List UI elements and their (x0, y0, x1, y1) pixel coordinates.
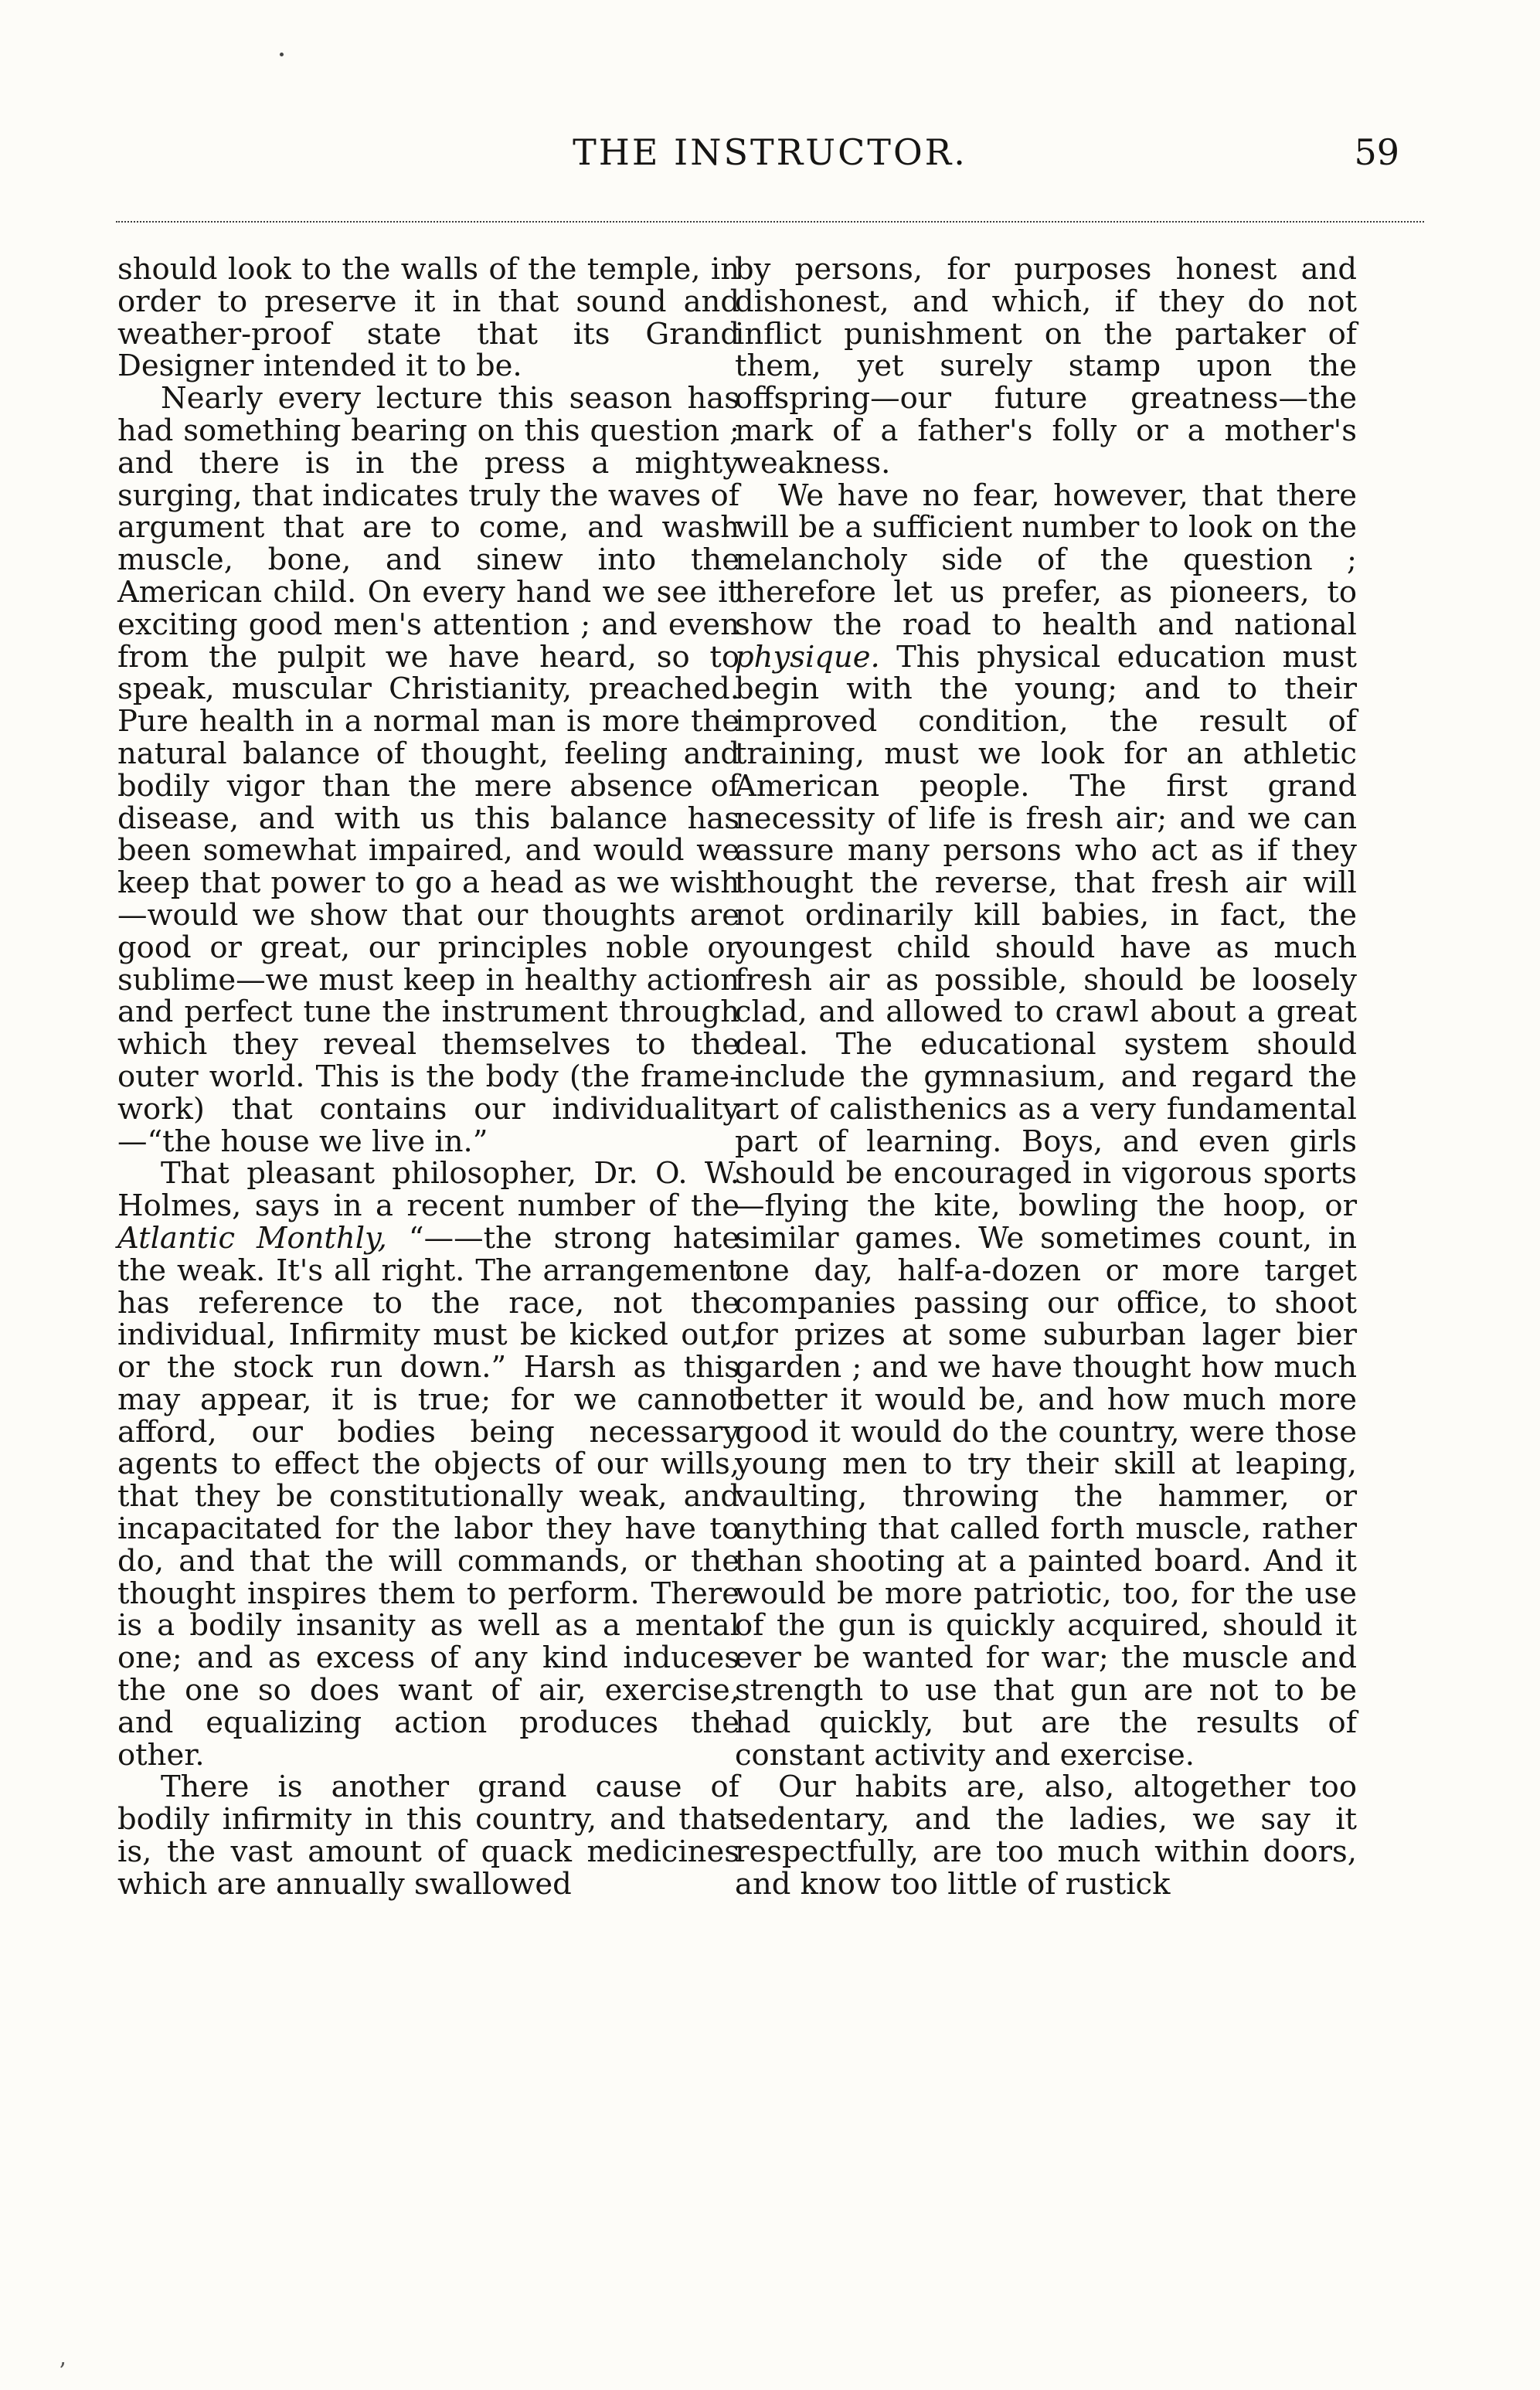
header-rule (116, 221, 1424, 223)
magazine-title: Atlantic Monthly, (117, 1220, 387, 1256)
right-paragraph-1: by persons, for purposes honest and dishonest, and which, if they do not inflict punishment on the partaker of them, yet surely stamp upon the offspring—our future greatness—the mark of a father's folly or a mother's weakness. (735, 252, 1357, 481)
physique-italic: physique. (735, 639, 880, 675)
footer-mark: ’ (59, 2358, 66, 2385)
left-paragraph-1: should look to the walls of the temple, in order to preserve it in that sound and weather-proof state that its Grand Designer intended it to be. (117, 252, 739, 384)
page-number: 59 (1354, 131, 1399, 173)
right-column (735, 253, 1357, 1901)
left-paragraph-3-text-a: That pleasant philosopher, Dr. O. W. Holmes, says in a recent number of the (117, 1156, 739, 1224)
right-paragraph-2 (735, 480, 1357, 1772)
left-paragraph-4: There is another grand cause of bodily infirmity in this country, and that is, the vast amount of quack medicines which are annually swallowed (117, 1770, 739, 1902)
right-paragraph-2-text-a: We have no fear, however, that there will be a sufficient number to look on the melancholy side of the question ; therefore let us prefer, as pioneers, to show the road to health and national (735, 478, 1357, 642)
running-title: THE INSTRUCTOR. (573, 131, 967, 173)
left-paragraph-3-text-b: “——the strong hate the weak. It's all right. The arrangement has reference to the race, not the individual, Infirmity must be kicked out, or the stock run down.” Harsh as this may appear, it is true; for we cannot afford, our bodies being necessary agents to effect the objects of our wills, that they be constitutionally weak, and incapacitated for the labor they have to do, and that the will commands, or the thought inspires them to perform. There is a bodily insanity as well as a mental one; and as excess of any kind induces the one so does want of air, exercise, and equalizing action produces the other. (117, 1220, 739, 1773)
left-paragraph-2: Nearly every lecture this season has had something bearing on this question ; and there is in the press a mighty surging, that indicates truly the waves of argument that are to come, and wash muscle, bone, and sinew into the American child. On every hand we see it exciting good men's attention ; and even from the pulpit we have heard, so to speak, muscular Christianity, preached. Pure health in a normal man is more the natural balance of thought, feeling and bodily vigor than the mere absence of disease, and with us this balance has been somewhat impaired, and would we keep that power to go a head as we wish—would we show that our thoughts are good or great, our principles noble or sublime—we must keep in healthy action and perfect tune the instrument through which they reveal themselves to the outer world. This is the body (the frame-work) that contains our individuality—“the house we live in.” (117, 381, 739, 1159)
left-paragraph-3 (117, 1158, 739, 1771)
right-paragraph-2-text-b: This physical education must begin with the young; and to their improved condition, the result of training, must we look for an athletic American people. The first grand necessity of life is fresh air; and we can assure many persons who act as if they thought the reverse, that fresh air will not ordinarily kill babies, in fact, the youngest child should have as much fresh air as possible, should be loosely clad, and allowed to crawl about a great deal. The educational system should include the gymnasium, and regard the art of calisthenics as a very fundamental part of learning. Boys, and even girls should be encouraged in vigorous sports—flying the kite, bowling the hoop, or similar games. We sometimes count, in one day, half-a-dozen or more target companies passing our office, to shoot for prizes at some suburban lager bier garden ; and we have thought how much better it would be, and how much more good it would do the country, were those young men to try their skill at leaping, vaulting, throwing the hammer, or anything that called forth muscle, rather than shooting at a painted board. And it would be more patriotic, too, for the use of the gun is quickly acquired, should it ever be wanted for war; the muscle and strength to use that gun are not to be had quickly, but are the results of constant activity and exercise. (735, 639, 1357, 1773)
page-header (116, 131, 1424, 173)
ink-speck (280, 53, 284, 56)
left-column (117, 253, 739, 1901)
right-paragraph-3: Our habits are, also, altogether too sedentary, and the ladies, we say it respectfully, are too much within doors, and know too little of rustick (735, 1770, 1357, 1902)
